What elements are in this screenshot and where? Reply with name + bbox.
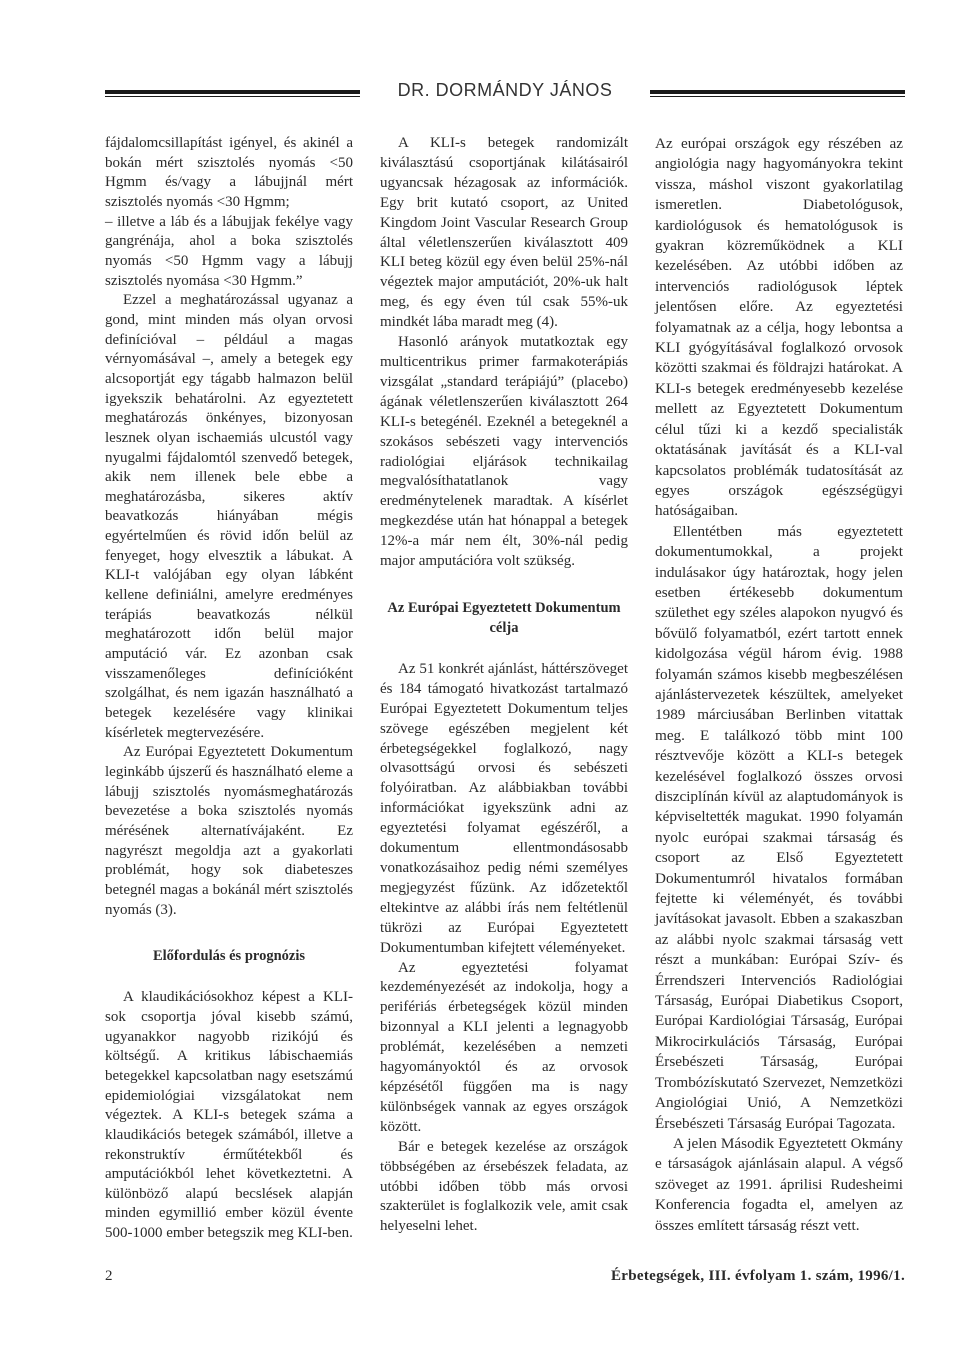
section-heading: Az Európai Egyeztetett Dokumentum célja	[387, 599, 621, 636]
page-header	[105, 80, 905, 104]
text-column-2	[380, 134, 628, 1237]
text-column-3	[655, 134, 903, 1236]
paragraph: Ellentétben más egyeztetett dokumentumokkal, a projekt indulásakor úgy határoztak, hogy jelen esetben értékesebb dokumentum születhet egy széles alapokon nyugvó és bővülő folyamatból, ezért tartott ennek kidolgozása végül három évig. 1988 folyamán számos kisebb megbeszélésen ajánlástervezetek készültek, amelyeket 1989 márciusában Berlinben vitattak meg. E találkozó több mint 100 résztvevője között a KLI-s betegek kezelésével foglalkozó összes orvosi diszciplínán kívül az alaptudományok is képviseltették magukat. 1990 folyamán nyolc európai szakmai társaság és csoport az Első Egyeztetett Dokumentumról hivatalos formában fejtette ki véleményét, és további javításokat javasolt. Ebben a szakaszban az alábbi nyolc szakmai társaság vett részt a munkában: Európai Szív- és Érrendszeri Intervenciós Radiológiai Társaság, Európai Diabetikus Csoport, Európai Kardiológiai Társaság, Európai Mikrocirkulációs Társaság, Európai Érsebészeti Társaság, Európai Trombózískutató Szervezet, Nemzetközi Angiológiai Unió, A Nemzetközi Érsebészeti Társaság Európai Tagozata.	[655, 522, 903, 1132]
paragraph: Az 51 konkrét ajánlást, háttérszöveget és 184 támogató hivatkozást tartalmazó Európai Egyeztetett Dokumentum teljes szövege egészében megjelent két érbetegségekkel foglalkozó, nagy olvasottságú orvosi és sebészeti folyóiratban. Az alábbiakban további információkat igyekszünk adni az egyeztetési folyamat egészéről, a dokumentum ellentmondásosabb vonatkozásaihoz pedig némi személyes megjegyzést fűzünk. Az időzetektől eltekintve az alábbi írás nem feltétlenül tükrözi az Európai Egyeztetett Dokumentumban kifejtett véleményeket.	[380, 660, 628, 956]
page-number: 2	[105, 1268, 113, 1284]
paragraph: Hasonló arányok mutatkoztak egy multicentrikus primer farmakoterápiás vizsgálat „standard terápiájú” (placebo) ágának véletlenszerűen kiválasztott 264 KLI-s betegénél. Ezeknél a betegeknél a szokásos sebészeti vagy intervenciós radiológiai eljárások technikailag megvalósíthatatlanok vagy eredménytelenek maradtak. A kísérlet megkezdése után hat hónappal a betegek 12%-a már nem élt, 30%-nál pedig major amputációra volt szükség.	[380, 334, 628, 570]
paragraph: A klaudikációsokhoz képest a KLI-sok csoportja jóval kisebb számú, ugyanakkor nagyobb rizikójú és költségű. A kritikus lábischaemiás betegekkel kapcsolatban nagy esetszámú epidemiológiai vizsgálatokat nem végeztek. A KLI-s betegek száma a klaudikációs betegek számából, illetve a rekonstruktív érműtétekből és amputációkból lehet következtetni. A különböző alapú becslések alapján minden egymillió ember közül évente 500-1000 ember betegszik meg KLI-ben.	[105, 989, 353, 1242]
page-footer	[105, 1268, 905, 1292]
paragraph: fájdalomcsillapítást igényel, és akinél a bokán mért szisztolés nyomás <50 Hgmm és/vagy a lábujjnál mért szisztolés nyomás <30 Hgmm;	[105, 135, 353, 210]
text-column-1	[105, 134, 353, 1244]
journal-citation: Érbetegségek, III. évfolyam 1. szám, 1996/1.	[611, 1268, 905, 1284]
header-rule-left	[105, 90, 360, 94]
paragraph: Ezzel a meghatározással ugyanaz a gond, mint minden más olyan orvosi definícióval – például a magas vérnyomásával –, amely a betegek egy alcsoportját egy tágabb halmazon belül igyekszik behatárolni. Az egyeztetett meghatározás önkényes, bizonyosan lesznek olyan ischaemiás ulcustól vagy nyugalmi fájdalomtól szenvedő betegek, akik nem illenek bele ebbe a meghatározásba, sikeres aktív beavatkozás hiányában mégis egyértelműen és rövid időn belül az fenyeget, hogy elvesztik a lábukat. A KLI-t valójában egy olyan lábként kellene definiálni, amelyre eredményes terápiás beavatkozás nélkül meghatározott időn belül major amputáció vár. Ez azonban csak visszamenőleges definícióként szolgálhat, és nem igazán használható a betegek kezelésére vagy klinikai kísérletek megtervezésére.	[105, 292, 353, 741]
paragraph: Az egyeztetési folyamat kezdeményezését az indokolja, hogy a perifériás érbetegségek közül minden bizonnyal a KLI jelenti a legnagyobb problémát, kezelésében a nemzeti hagyományoktól és az orvosok képzésétől függően ma is nagy különbségek vannak az egyes országok között.	[380, 959, 628, 1135]
paragraph: A KLI-s betegek randomizált kiválasztású csoportjának kilátásairól ugyancsak hézagosak az információk. Egy brit kutató csoport, az United Kingdom Joint Vascular Research Group által véletlenszerűen kiválasztott 409 KLI beteg közül egy éven belül 25%-nál végeztek major amputációt, 20%-uk halt meg, és egy éven túl csak 55%-uk mindkét lába maradt meg (4).	[380, 135, 628, 331]
paragraph: Az európai országok egy részében az angiológia nagy hagyományokra tekint vissza, máshol viszont gyakorlatilag ismeretlen. Diabetológusok, kardiológusok és hematológusok is gyakran közreműködnek a KLI kezelésében. Az utóbbi időben az intervenciós radiológusok léptek jelentősen előre. Az egyeztetési folyamatnak az a célja, hogy lebontsa a KLI gyógyításával foglalkozó orvosok közötti szakmai és földrajzi határokat. A KLI-s betegek eredményesebb kezelése mellett az Egyeztetett Dokumentum célul tűzi ki a kezdő specialisták oktatásának javítását és a KLI-val kapcsolatos problémák tudatosítását az egyes országok egészségügyi hatóságaiban.	[655, 135, 903, 520]
header-rule-right	[650, 90, 905, 94]
author-name: DR. DORMÁNDY JÁNOS	[397, 80, 613, 100]
section-heading: Előfordulás és prognózis	[152, 948, 305, 965]
paragraph: A jelen Második Egyeztetett Okmány e társaságok ajánlásain alapul. A végső szöveget az 1991. áprilisi Rudesheimi Konferencia fogadta el, amelyen az összes említett társaság részt vett.	[655, 1134, 903, 1234]
paragraph: Bár e betegek kezelése az országok többségében az érsebészek feladata, az utóbbi időben több más orvosi szakterület is foglalkozik vele, amit csak helyeselni lehet.	[380, 1138, 628, 1235]
paragraph: Az Európai Egyeztetett Dokumentum leginkább újszerű és használható eleme a lábujj szisztolés nyomásmeghatározás bevezetése a boka szisztolés nyomás mérésének alternatívájaként. Ez nagyrészt megoldja azt a gyakorlati problémát, hogy sok diabeteszes betegnél magas a bokánál mért szisztolés nyomás (3).	[105, 744, 353, 918]
paragraph: – illetve a láb és a lábujjak fekélye vagy gangrénája, ahol a boka szisztolés nyomás <50 Hgmm vagy a lábujj szisztolés nyomása <30 Hgmm.”	[105, 213, 353, 289]
